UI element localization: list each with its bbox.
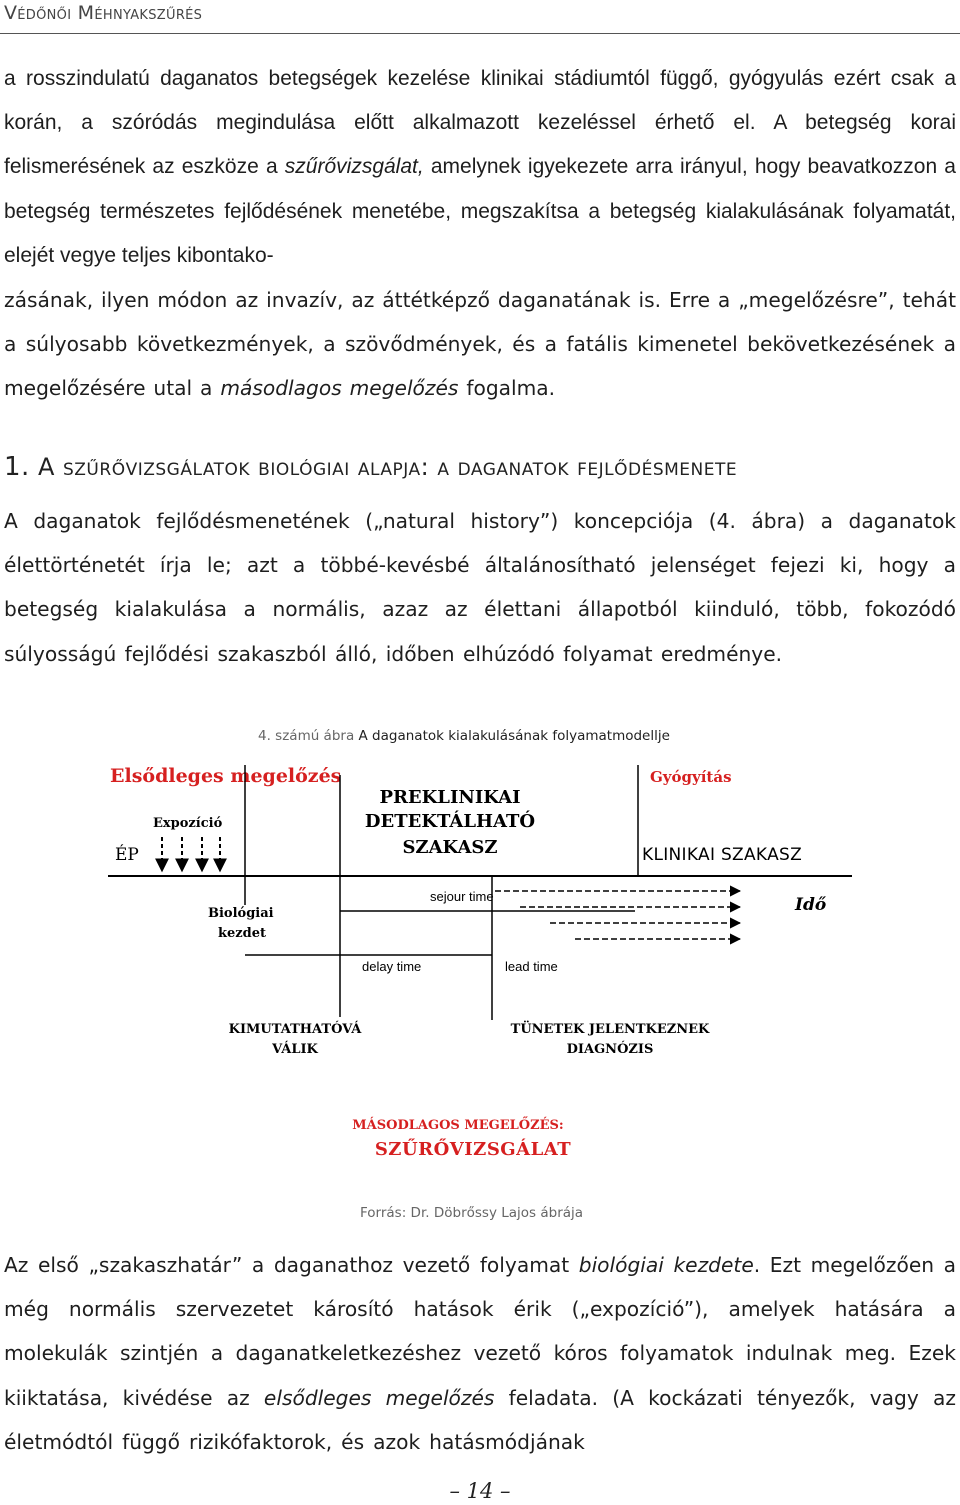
term-secondary-prevention: másodlagos megelőzés: [220, 376, 459, 401]
label-bio-start-2: kezdet: [218, 926, 267, 941]
term-primary-prevention: elsődleges megelőzés: [263, 1385, 495, 1410]
label-clinical: KLINIKAI SZAKASZ: [642, 845, 803, 865]
label-secondary-2: SZŰRŐVIZSGÁLAT: [374, 1139, 572, 1160]
label-preclinical-3: SZAKASZ: [402, 837, 498, 858]
label-detectable-2: VÁLIK: [272, 1042, 318, 1057]
section-title: A szűrővizsgálatok biológiai alapja: a daganatok fejlődésmenete: [37, 453, 738, 481]
label-secondary-1: MÁSODLAGOS MEGELŐZÉS:: [352, 1118, 564, 1133]
label-bio-start-1: Biológiai: [208, 906, 274, 921]
paragraph-4: [4, 1243, 956, 1464]
paragraph-2-part-1: zásának, ilyen módon az invazív, az áttétképző daganatának is. Erre a „megelőzésre”, tehát a súlyosabb következmények, a szövődmények, és a fatális kimenetel bekövetkezésének a megelőzésére utal a: [4, 288, 956, 401]
label-primary-prevention: Elsődleges megelőzés: [110, 765, 342, 787]
label-symptoms-2: DIAGNÓZIS: [566, 1042, 654, 1057]
paragraph-1: [4, 57, 956, 278]
label-preclinical-1: PREKLINIKAI: [379, 787, 521, 808]
process-model-diagram: [100, 755, 860, 1170]
paragraph-3: A daganatok fejlődésmenetének („natural history”) koncepciója (4. ábra) a daganatok élettörténetét írja le; azt a többé-kevésbé általánosítható jelenséget fejezi ki, hogy a betegség kialakulása a normális, azaz az élettani állapotból kiinduló, több, fokozódó súlyosságú fejlődési szakaszból álló, időben elhúzódó folyamat eredménye.: [4, 509, 956, 666]
clinical-arrows: [495, 891, 740, 939]
label-delay-time: delay time: [362, 959, 422, 974]
label-sejour-time: sejour time: [430, 889, 494, 904]
label-healing: Gyógyítás: [650, 768, 732, 786]
label-preclinical-2: DETEKTÁLHATÓ: [364, 811, 536, 832]
term-biological-start: biológiai kezdete: [578, 1253, 754, 1277]
header-rule: [0, 33, 960, 34]
running-header: Védőnői Méhnyakszűrés: [4, 2, 203, 24]
label-time: Idő: [795, 895, 827, 915]
paragraph-4-part-1: Az első „szakaszhatár” a daganathoz vezető folyamat: [4, 1253, 579, 1277]
figure-caption-label: 4. számú ábra: [258, 728, 355, 744]
figure-caption: [258, 728, 670, 744]
label-healthy: ÉP: [115, 845, 139, 865]
figure-caption-title: A daganatok kialakulásának folyamatmodellje: [358, 728, 670, 744]
section-number: 1.: [4, 452, 30, 482]
paragraph-4-part-5: feladata. (A kockázati tényezők, vagy az életmódtól függő rizikófaktorok, és azok hatásmódjának: [4, 1385, 956, 1454]
exposure-arrows: [162, 837, 220, 871]
paragraph-4-part-3: . Ezt megelőzően a még normális szervezetet károsító hatások érik („expozíció”), amelyek hatására a molekulák szintjén a daganatkeletkezéshez vezető kóros folyamatok indulnak meg. Ezek kiiktatása, kivédése az: [4, 1253, 956, 1410]
term-screening: szűrővizsgálat,: [284, 155, 424, 179]
figure-source: Forrás: Dr. Döbrőssy Lajos ábrája: [360, 1205, 584, 1221]
page-number: – 14 –: [449, 1479, 511, 1503]
paragraph-1-part-1: a rosszindulatú daganatos betegségek kezelése klinikai stádiumtól függő, gyógyulás ezért csak a korán, a szóródás megindulása előtt alkalmazott kezeléssel érhető el. A betegség korai felismerésének az eszköze a: [4, 67, 956, 179]
label-detectable-1: KIMUTATHATÓVÁ: [228, 1022, 362, 1037]
label-exposure: Expozíció: [153, 816, 223, 831]
label-symptoms-1: TÜNETEK JELENTKEZNEK: [510, 1022, 710, 1037]
paragraph-1-part-3: amelynek igyekezete arra irányul, hogy beavatkozzon a betegség természetes fejlődésének menetébe, megszakítsa a betegség kialakulásának folyamatát, elejét vegye teljes kibontako-: [4, 155, 956, 267]
label-lead-time: lead time: [505, 959, 558, 974]
paragraph-2-part-3: fogalma.: [458, 376, 556, 401]
section-heading: [4, 452, 956, 482]
paragraph-2: [4, 278, 956, 411]
